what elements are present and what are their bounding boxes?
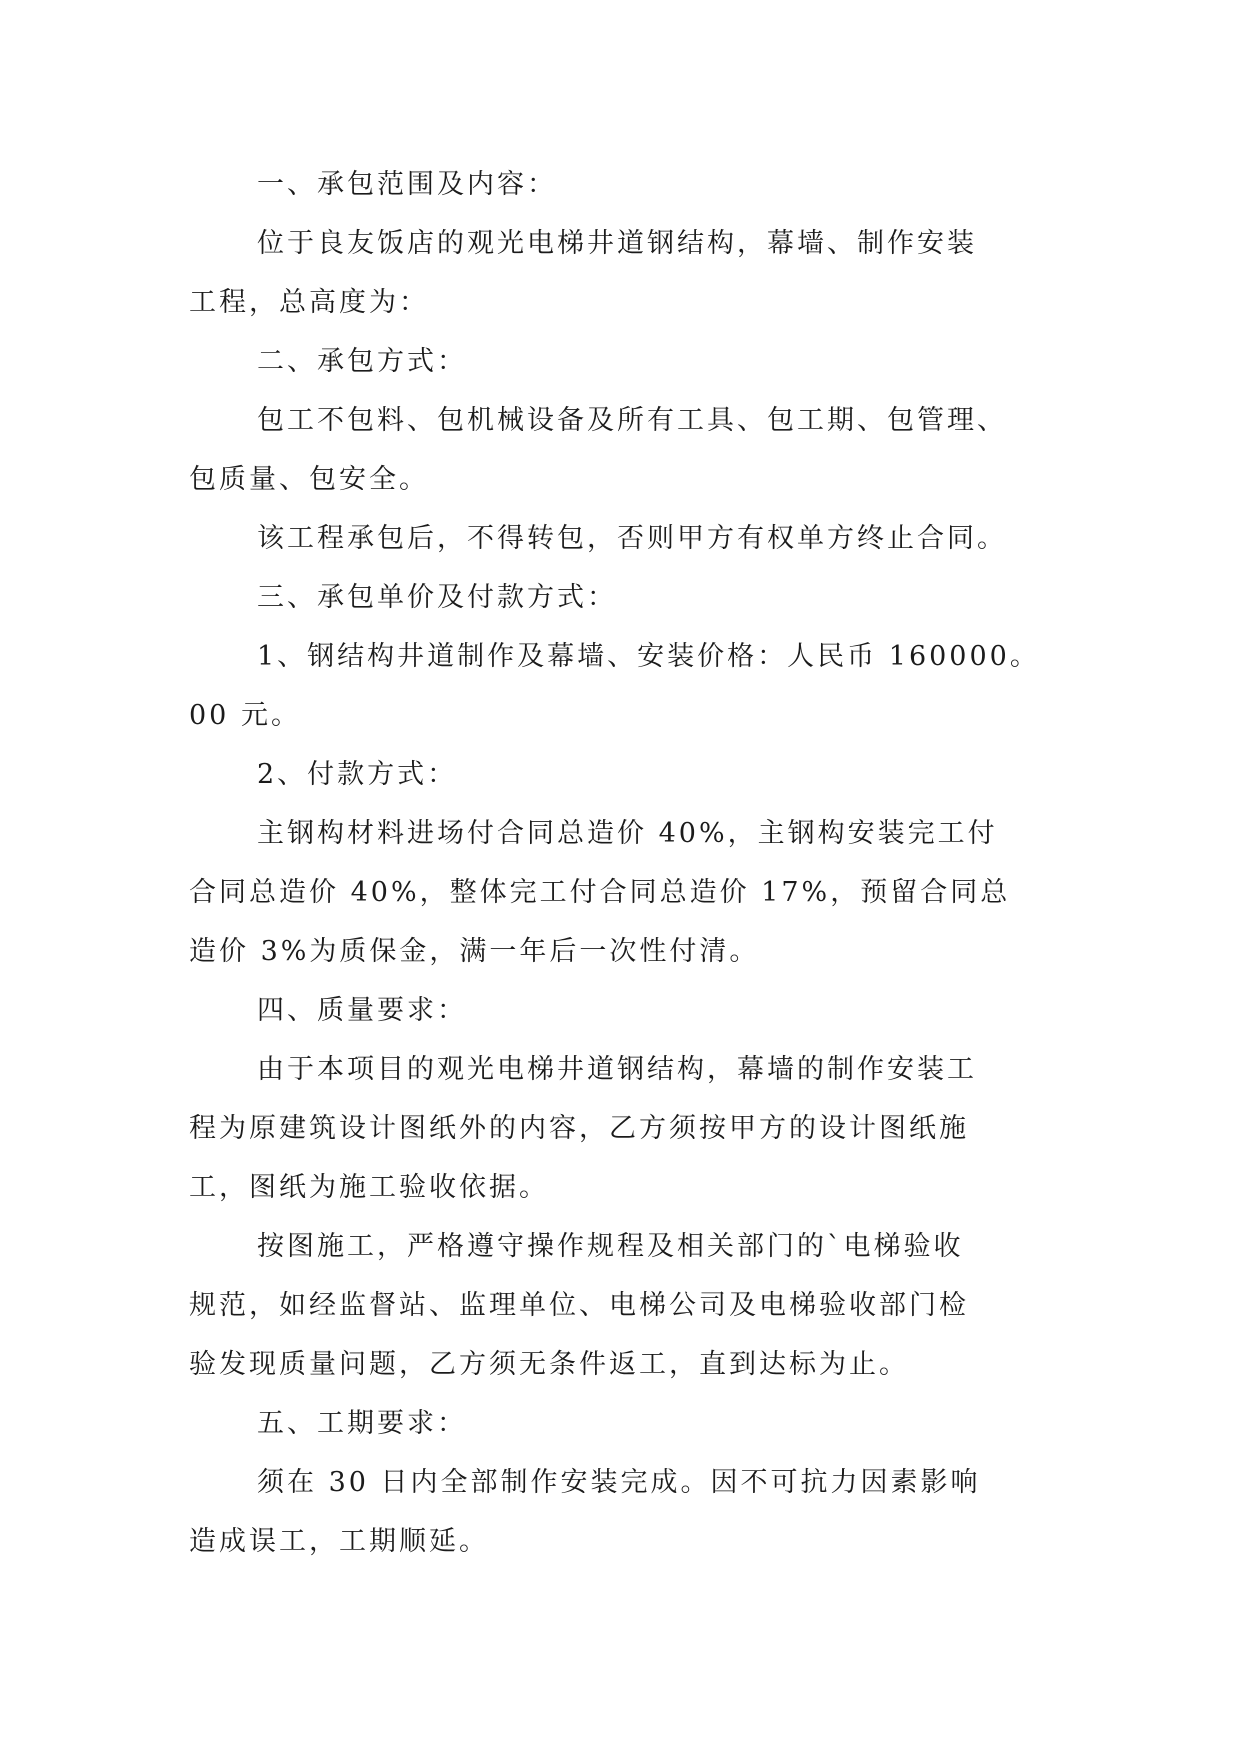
- section-heading-scope: 一、承包范围及内容：: [257, 169, 557, 200]
- paragraph-line: 主钢构材料进场付合同总造价 40%，主钢构安装完工付: [257, 818, 998, 849]
- paragraph-line: 该工程承包后，不得转包，否则甲方有权单方终止合同。: [257, 523, 1007, 554]
- paragraph-line: 程为原建筑设计图纸外的内容，乙方须按甲方的设计图纸施: [189, 1113, 969, 1144]
- paragraph-line: 工，图纸为施工验收依据。: [189, 1172, 549, 1203]
- paragraph-line: 包质量、包安全。: [189, 464, 429, 495]
- paragraph-line: 造价 3%为质保金，满一年后一次性付清。: [189, 936, 760, 967]
- paragraph-line: 00 元。: [189, 700, 301, 731]
- paragraph-line: 按图施工，严格遵守操作规程及相关部门的`电梯验收: [257, 1231, 964, 1262]
- paragraph-line: 合同总造价 40%，整体完工付合同总造价 17%，预留合同总: [189, 877, 1011, 908]
- section-heading-price: 三、承包单价及付款方式：: [257, 582, 617, 613]
- subsection-heading-payment: 2、付款方式：: [257, 759, 458, 790]
- paragraph-line: 由于本项目的观光电梯井道钢结构，幕墙的制作安装工: [257, 1054, 977, 1085]
- paragraph-line: 造成误工，工期顺延。: [189, 1526, 489, 1557]
- section-heading-method: 二、承包方式：: [257, 346, 467, 377]
- paragraph-line: 须在 30 日内全部制作安装完成。因不可抗力因素影响: [257, 1467, 981, 1498]
- section-heading-schedule: 五、工期要求：: [257, 1408, 467, 1439]
- paragraph-line: 1、钢结构井道制作及幕墙、安装价格：人民币 160000。: [257, 641, 1040, 672]
- paragraph-line: 工程，总高度为：: [189, 287, 429, 318]
- paragraph-line: 规范，如经监督站、监理单位、电梯公司及电梯验收部门检: [189, 1290, 969, 1321]
- section-heading-quality: 四、质量要求：: [257, 995, 467, 1026]
- paragraph-line: 验发现质量问题，乙方须无条件返工，直到达标为止。: [189, 1349, 909, 1380]
- paragraph-line: 位于良友饭店的观光电梯井道钢结构，幕墙、制作安装: [257, 228, 977, 259]
- paragraph-line: 包工不包料、包机械设备及所有工具、包工期、包管理、: [257, 405, 1007, 436]
